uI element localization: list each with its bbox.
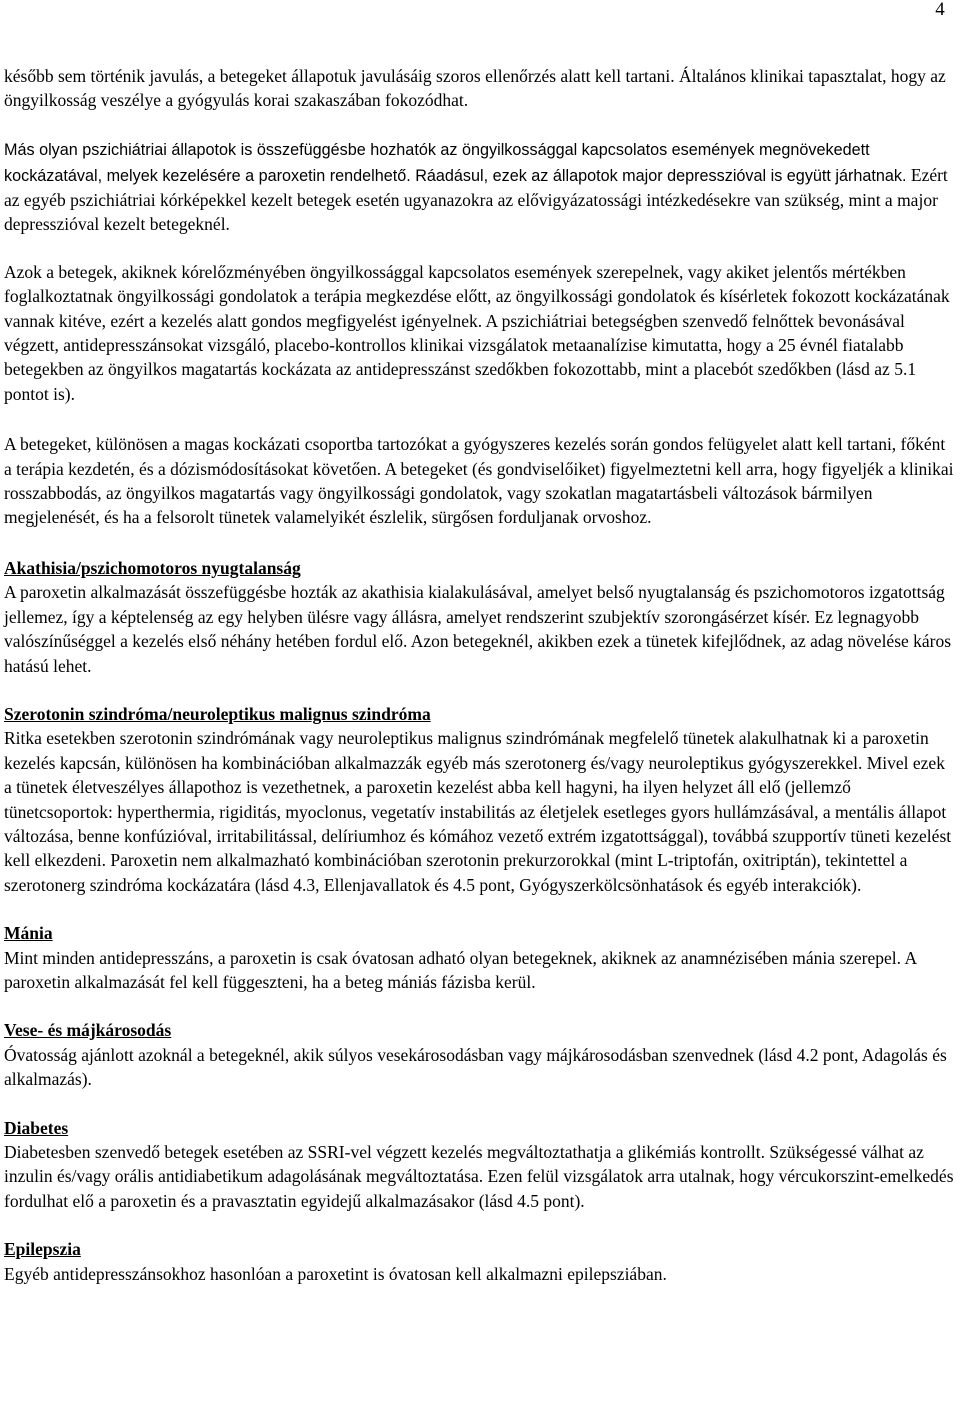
document-body	[4, 64, 957, 1286]
section-serotonin-syndrome	[4, 702, 957, 897]
section-heading-akathisia: Akathisia/pszichomotoros nyugtalanság	[4, 557, 301, 578]
paragraph-suicidal-history: Azok a betegek, akiknek kórelőzményében öngyilkossággal kapcsolatos események szerepelnek, vagy akiket jelentős mértékben foglalkoztatnak öngyilkossági gondolatok a terápia megkezdése előtt, az öngyilkossági gondolatok és kísérletek fokozott kockázatának vannak kitéve, ezért a kezelés alatt gondos megfigyelést igényelnek. A pszichiátriai betegségben szenvedő felnőttek bevonásával végzett, antidepresszánsokat vizsgáló, placebo-kontrollos klinikai vizsgálatok metaanalízise kimutatta, hogy a 25 évnél fiatalabb betegekben az öngyilkos magatartás kockázata az antidepresszánst szedőkben fokozottabb, mint a placebót szedőkben (lásd az 5.1 pontot is).	[4, 261, 950, 404]
section-akathisia	[4, 556, 957, 678]
section-heading-epilepsy: Epilepszia	[4, 1239, 81, 1260]
paragraph-other-psychiatric-conditions-part2: Ezért az egyéb pszichiátriai kórképekkel kezelt betegek esetén ugyanazokra az elővigyázatossági intézkedésekre van szükség, mint a major depresszióval kezelt betegeknél.	[4, 164, 948, 235]
paragraph-other-psychiatric-conditions-part1: Más olyan pszichiátriai állapotok is összefüggésbe hozhatók az öngyilkossággal kapcsolatos események megnövekedett kockázatával, melyek kezelésére a paroxetin rendelhető. Ráadásul, ezek az állapotok major depresszióval is együtt járhatnak.	[4, 141, 907, 185]
section-diabetes	[4, 1116, 957, 1214]
section-body-diabetes: Diabetesben szenvedő betegek esetében az SSRI-vel végzett kezelés megváltoztathatja a glikémiás kontrollt. Szükségessé válhat az inzulin és/vagy orális antidiabetikum adagolásának megváltoztatása. Ezen felül vizsgálatok arra utalnak, hogy vércukorszint-emelkedés fordulhat elő a paroxetin és a pravasztatin egyidejű alkalmazásakor (lásd 4.5 pont).	[4, 1142, 954, 1211]
paragraph-suicide-risk-monitoring: később sem történik javulás, a betegeket állapotuk javulásáig szoros ellenőrzés alatt kell tartani. Általános klinikai tapasztalat, hogy az öngyilkosság veszélye a gyógyulás korai szakaszában fokozódhat.	[4, 66, 946, 111]
section-heading-diabetes: Diabetes	[4, 1117, 69, 1138]
paragraph-other-psychiatric-conditions	[4, 137, 957, 237]
section-body-epilepsy: Egyéb antidepresszánsokhoz hasonlóan a paroxetint is óvatosan kell alkalmazni epilepsziában.	[4, 1263, 667, 1284]
section-mania	[4, 921, 957, 994]
section-kidney-liver	[4, 1018, 957, 1091]
section-epilepsy	[4, 1237, 957, 1286]
section-heading-serotonin-syndrome: Szerotonin szindróma/neuroleptikus malignus szindróma	[4, 703, 431, 724]
section-body-serotonin-syndrome: Ritka esetekben szerotonin szindrómának vagy neuroleptikus malignus szindrómának megfelelő tünetek alakulhatnak ki a paroxetin kezelés kapcsán, különösen ha kombinációban alkalmazzák egyéb más szerotonerg és/vagy neuroleptikus gyógyszerekkel. Mivel ezek a tünetek életveszélyes állapothoz is vezethetnek, a paroxetin kezelést abba kell hagyni, ha ilyen helyzet áll elő (jellemző tünetcsoportok: hyperthermia, rigiditás, myoclonus, vegetatív instabilitás az életjelek esetleges gyors hullámzásával, a mentális állapot változása, benne konfúzióval, irritabilitással, delíriumhoz és kómához vezető extrém izgatottsággal), továbbá szupportív tüneti kezelést kell elkezdeni. Paroxetin nem alkalmazható kombinációban szerotonin prekurzorokkal (mint L-triptofán, oxitriptán), tekintettel a szerotonerg szindróma kockázatára (lásd 4.3, Ellenjavallatok és 4.5 pont, Gyógyszerkölcsönhatások és egyéb interakciók).	[4, 728, 952, 895]
section-heading-kidney-liver: Vese- és májkárosodás	[4, 1020, 172, 1041]
section-body-akathisia: A paroxetin alkalmazását összefüggésbe hozták az akathisia kialakulásával, amelyet belső nyugtalanság és pszichomotoros izgatottság jellemez, így a képtelenség az egy helyben ülésre vagy állásra, amelyet rendszerint szubjektív szorongásérzet kísér. Ez legnagyobb valószínűséggel a kezelés első néhány hetében fordul elő. Azon betegeknél, akikben ezek a tünetek kifejlődnek, az adag növelése káros hatású lehet.	[4, 582, 952, 676]
section-body-mania: Mint minden antidepresszáns, a paroxetin is csak óvatosan adható olyan betegeknek, akiknek az anamnézisében mánia szerepel. A paroxetin alkalmazását fel kell függeszteni, ha a beteg mániás fázisba kerül.	[4, 947, 917, 992]
page-number: 4	[935, 0, 945, 20]
section-heading-mania: Mánia	[4, 923, 53, 944]
paragraph-close-supervision: A betegeket, különösen a magas kockázati csoportba tartozókat a gyógyszeres kezelés során gondos felügyelet alatt kell tartani, főként a terápia kezdetén, és a dózismódosításokat követően. A betegeket (és gondviselőiket) figyelmeztetni kell arra, hogy figyeljék a klinikai rosszabbodás, az öngyilkos magatartás vagy öngyilkossági gondolatok, vagy szokatlan magatartásbeli változások bármilyen megjelenését, és ha a felsorolt tünetek valamelyikét észlelik, sürgősen forduljanak orvoshoz.	[4, 434, 954, 528]
section-body-kidney-liver: Óvatosság ajánlott azoknál a betegeknél, akik súlyos vesekárosodásban vagy májkárosodásban szenvednek (lásd 4.2 pont, Adagolás és alkalmazás).	[4, 1044, 947, 1090]
